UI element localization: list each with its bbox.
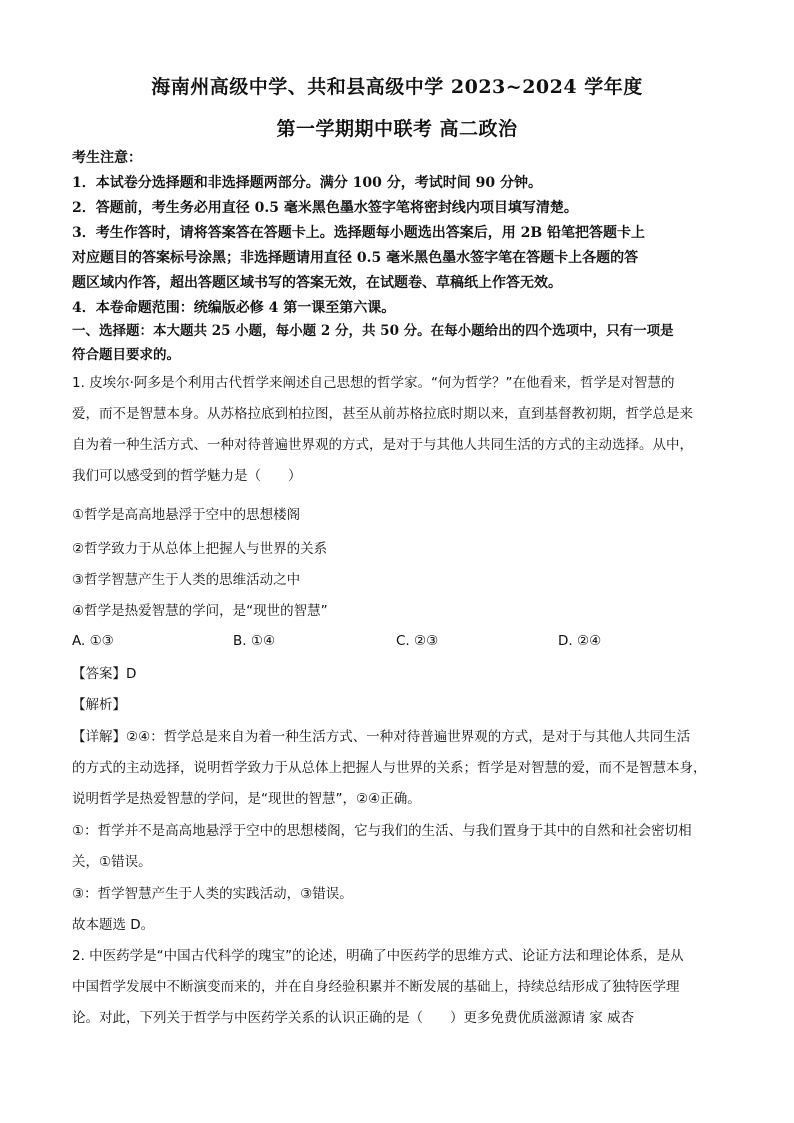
q1-detail-line: 关，①错误。	[72, 854, 152, 870]
notice-item: 1．本试卷分选择题和非选择题两部分。满分 100 分，考试时间 90 分钟。	[72, 175, 542, 191]
notice-item: 题区域内作答，超出答题区域书写的答案无效，在试题卷、草稿纸上作答无效。	[72, 275, 562, 291]
notice-item: 2．答题前，考生务必用直径 0.5 毫米黑色墨水签字笔将密封线内项目填写清楚。	[72, 200, 578, 216]
q1-stem-line: 我们可以感受到的哲学魅力是（ ）	[72, 468, 302, 484]
q1-analysis-label: 【解析】	[72, 697, 126, 713]
q1-stem-line: 自为着一种生活方式、一种对待普遍世界观的方式，是对于与其他人共同生活的方式的主动选择。从中，	[72, 437, 693, 453]
q1-option-a: A. ①③	[72, 633, 114, 649]
q1-statement: ④哲学是热爱智慧的学问，是“现世的智慧”	[72, 603, 328, 619]
exam-title-line2: 第一学期期中联考 高二政治	[276, 118, 518, 140]
q2-stem-line: 中国哲学发展中不断演变而来的，并在自身经验积累并不断发展的基础上，持续总结形成了独特医学理	[72, 979, 680, 995]
notice-item: 4．本卷命题范围：统编版必修 4 第一课至第六课。	[72, 300, 396, 316]
q1-option-b: B. ①④	[233, 633, 276, 649]
section-heading-cont: 符合题目要求的。	[72, 347, 180, 363]
q1-answer: 【答案】D	[72, 666, 137, 682]
q1-stem-line: 1. 皮埃尔·阿多是个利用古代哲学来阐述自己思想的哲学家。“何为哲学？”在他看来，哲学是对智慧的	[72, 375, 675, 391]
q2-stem-line: 2. 中医药学是“中国古代科学的瑰宝”的论述，明确了中医药学的思维方式、论证方法和理论体系，是从	[72, 948, 684, 964]
q1-stem-line: 爱，而不是智慧本身。从苏格拉底到柏拉图，甚至从前苏格拉底时期以来，直到基督教初期，哲学总是来	[72, 406, 693, 422]
q1-detail-line: ③：哲学智慧产生于人类的实践活动，③错误。	[72, 886, 353, 902]
notice-heading: 考生注意：	[72, 150, 142, 166]
q1-detail-line: 的方式的主动选择，说明哲学致力于从总体上把握人与世界的关系；哲学是对智慧的爱，而不是智慧本身，	[72, 760, 707, 776]
q1-statement: ②哲学致力于从总体上把握人与世界的关系	[72, 541, 328, 557]
q1-detail-line: 说明哲学是热爱智慧的学问，是“现世的智慧”，②④正确。	[72, 791, 421, 807]
q1-statement: ③哲学智慧产生于人类的思维活动之中	[72, 572, 301, 588]
q1-option-c: C. ②③	[396, 633, 439, 649]
q1-detail-line: ①：哲学并不是高高地悬浮于空中的思想楼阁，它与我们的生活、与我们置身于其中的自然和社会密切相	[72, 823, 692, 839]
q1-detail-line: 故本题选 D。	[72, 917, 155, 933]
q1-detail-line: 【详解】②④：哲学总是来自为着一种生活方式、一种对待普遍世界观的方式，是对于与其他人共同生活	[72, 729, 691, 745]
q1-statement: ①哲学是高高地悬浮于空中的思想楼阁	[72, 507, 301, 523]
exam-title-line1: 海南州高级中学、共和县高级中学 2023~2024 学年度	[151, 76, 643, 98]
notice-item: 3．考生作答时，请将答案答在答题卡上。选择题每小题选出答案后，用 2B 铅笔把答题卡上	[72, 225, 646, 241]
section-heading: 一、选择题：本大题共 25 小题，每小题 2 分，共 50 分。在每小题给出的四个选项中，只有一项是	[72, 323, 674, 339]
notice-item: 对应题目的答案标号涂黑；非选择题请用直径 0.5 毫米黑色墨水签字笔在答题卡上各题的答	[72, 250, 639, 266]
q1-option-d: D. ②④	[558, 633, 602, 649]
q2-stem-line: 论。对此，下列关于哲学与中医药学关系的认识正确的是（ ）更多免费优质滋源请 家 威杏	[72, 1010, 635, 1026]
